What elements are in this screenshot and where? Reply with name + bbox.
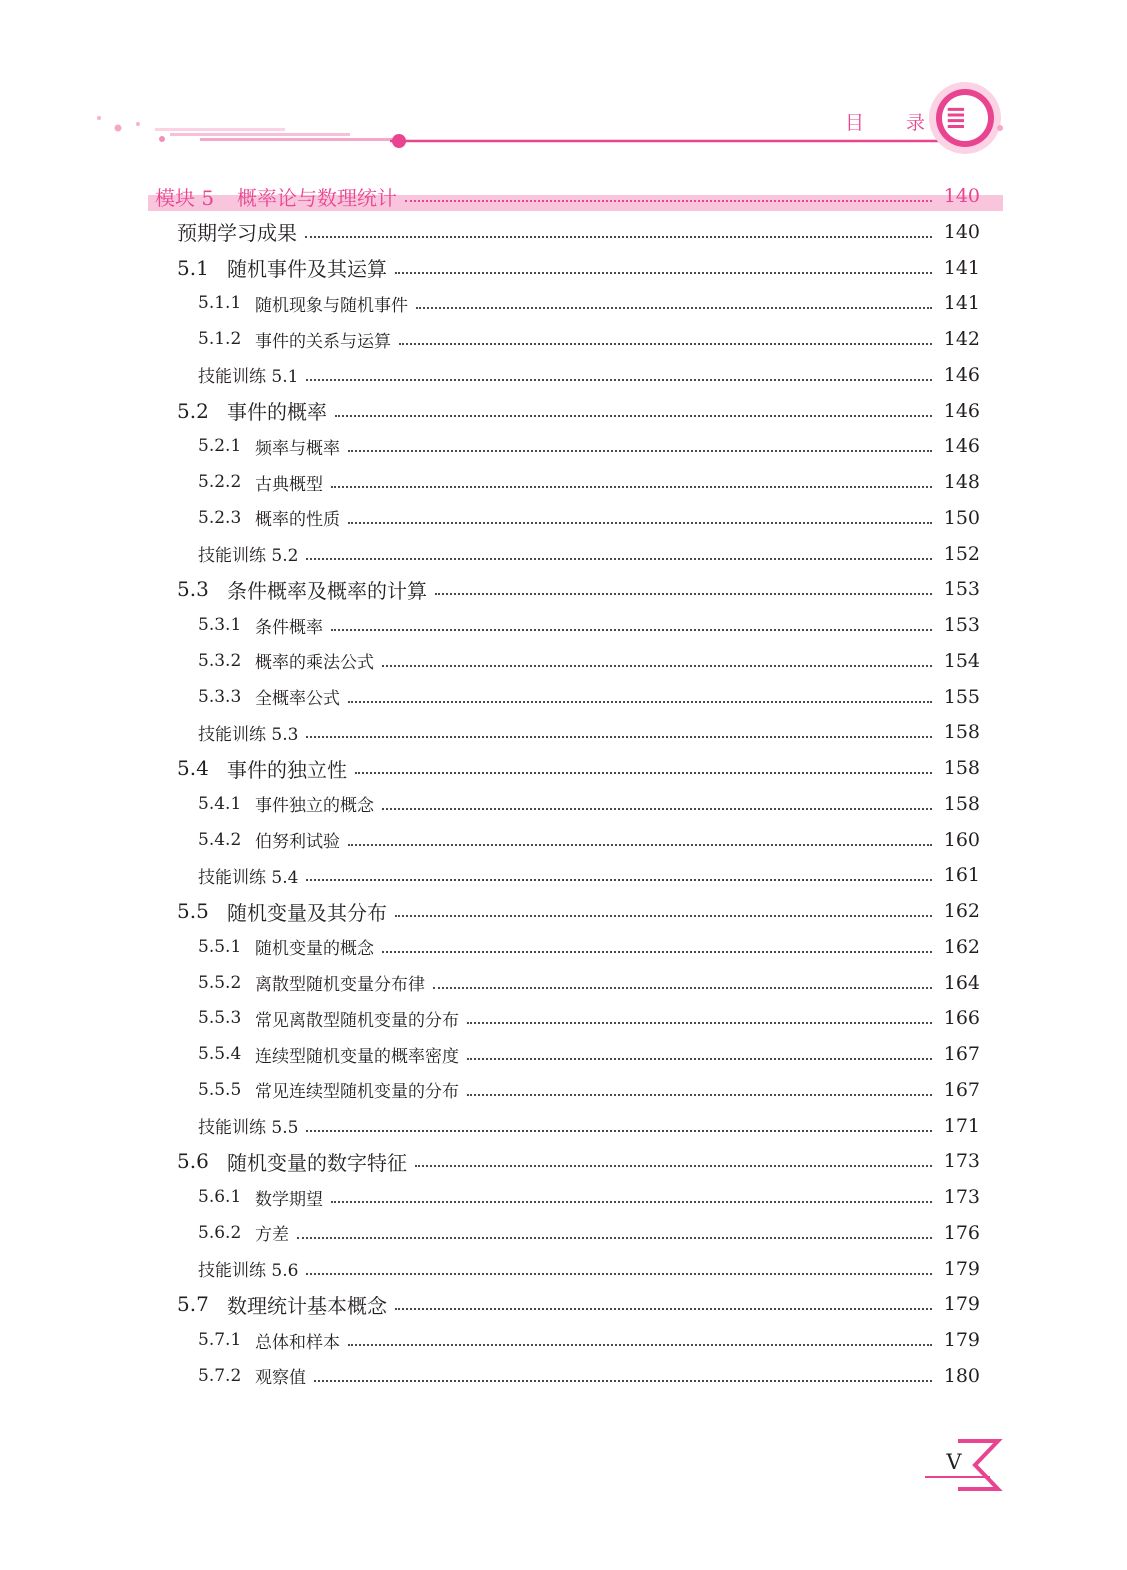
toc-subsection-entry[interactable] (0, 786, 1127, 822)
toc-entry-title: 事件的独立性 (227, 757, 347, 782)
toc-subsection-entry[interactable] (0, 607, 1127, 643)
toc-entry-number: 5.7 (177, 1292, 209, 1317)
toc-entry-number: 5.7.1 (198, 1330, 242, 1350)
toc-entry-number: 5.4.1 (198, 793, 242, 814)
toc-entry-number: 5.2 (177, 398, 209, 423)
toc-entry-title: 技能训练 5.1 (198, 367, 299, 388)
toc-dot-leader (306, 379, 932, 381)
toc-section-entry[interactable] (0, 1143, 1127, 1179)
toc-entry-page: 140 (943, 220, 980, 243)
toc-entry-page: 179 (943, 1329, 980, 1351)
toc-subsection-entry[interactable] (0, 1072, 1127, 1108)
page-header (0, 0, 1127, 180)
toc-dot-leader (331, 1201, 932, 1203)
toc-dot-leader (306, 1273, 932, 1275)
toc-entry-number: 5.2.2 (198, 472, 242, 492)
toc-entry-number: 模块 5 (155, 185, 215, 210)
toc-entry-number: 5.5 (177, 899, 209, 923)
toc-entry-page: 146 (943, 363, 980, 386)
toc-entry-page: 179 (943, 1257, 980, 1280)
toc-subsection-entry[interactable] (0, 679, 1127, 715)
toc-dot-leader (305, 236, 932, 238)
toc-dot-leader (314, 1380, 932, 1382)
toc-subsection-entry[interactable] (0, 643, 1127, 679)
toc-entry-page: 158 (943, 792, 980, 815)
toc-dot-leader (467, 1094, 932, 1096)
toc-dot-leader (433, 987, 932, 989)
toc-dot-leader (306, 736, 932, 738)
toc-subsection-entry[interactable] (0, 536, 1127, 572)
toc-entry-page: 142 (943, 328, 980, 350)
toc-entry-title: 概率论与数理统计 (237, 185, 397, 210)
toc-entry-title: 观察值 (255, 1368, 306, 1389)
toc-subsection-entry[interactable] (0, 857, 1127, 893)
toc-dot-leader (306, 1130, 932, 1132)
toc-entry-page: 148 (943, 471, 980, 493)
toc-dot-leader (355, 772, 932, 774)
toc-dot-leader (399, 343, 932, 345)
toc-entry-page: 166 (943, 1007, 980, 1030)
toc-subsection-entry[interactable] (0, 464, 1127, 500)
toc-subsection-entry[interactable] (0, 357, 1127, 393)
toc-entry-page: 153 (943, 614, 980, 636)
toc-dot-leader (467, 1058, 932, 1060)
toc-dot-leader (382, 808, 932, 810)
toc-dot-leader (435, 593, 932, 595)
toc-entry-number: 5.4.2 (198, 829, 242, 850)
toc-subsection-entry[interactable] (0, 321, 1127, 357)
toc-dot-leader (416, 307, 932, 309)
toc-entry-page: 150 (943, 506, 980, 529)
toc-entry-page: 146 (943, 435, 980, 458)
toc-entry-page: 158 (943, 721, 980, 744)
toc-entry-number: 5.4 (177, 756, 209, 780)
toc-entry-number: 5.1 (177, 255, 209, 280)
toc-dot-leader (297, 1237, 932, 1239)
toc-section-entry[interactable] (0, 214, 1127, 250)
toc-entry-title: 随机变量的概念 (255, 939, 374, 960)
toc-entry-page: 160 (943, 828, 980, 851)
toc-entry-page: 173 (943, 1186, 980, 1208)
toc-entry-page: 162 (943, 900, 980, 922)
toc-entry-page: 140 (943, 185, 980, 207)
toc-entry-number: 5.5.1 (198, 936, 242, 957)
toc-entry-title: 随机现象与随机事件 (255, 295, 408, 316)
toc-entry-title: 数学期望 (255, 1189, 323, 1210)
toc-entry-title: 常见连续型随机变量的分布 (255, 1082, 459, 1103)
toc-entry-title: 技能训练 5.6 (198, 1261, 299, 1281)
toc-entry-page: 153 (943, 578, 980, 601)
toc-subsection-entry[interactable] (0, 1358, 1127, 1394)
toc-entry-title: 总体和样本 (255, 1332, 340, 1353)
toc-entry-page: 180 (943, 1364, 980, 1387)
toc-dot-leader (467, 1022, 932, 1024)
toc-entry-number: 5.5.5 (198, 1079, 242, 1100)
toc-entry-page: 164 (943, 971, 980, 994)
toc-subsection-entry[interactable] (0, 285, 1127, 321)
toc-entry-number: 5.7.2 (198, 1365, 242, 1386)
toc-entry-title: 技能训练 5.4 (198, 867, 299, 888)
toc-entry-number: 5.3.2 (198, 650, 242, 671)
toc-subsection-entry[interactable] (0, 1000, 1127, 1036)
toc-subsection-entry[interactable] (0, 1179, 1127, 1215)
toc-entry-title: 条件概率 (255, 617, 323, 638)
toc-subsection-entry[interactable] (0, 428, 1127, 464)
toc-dot-leader (395, 1308, 932, 1310)
toc-section-entry[interactable] (0, 1286, 1127, 1322)
toc-section-entry[interactable] (0, 250, 1127, 286)
toc-entry-page: 154 (943, 649, 980, 672)
toc-entry-number: 5.6.1 (198, 1187, 242, 1207)
toc-subsection-entry[interactable] (0, 929, 1127, 965)
toc-entry-title: 事件的概率 (227, 400, 327, 424)
toc-entry-page: 161 (943, 864, 980, 887)
toc-dot-leader (335, 415, 932, 417)
toc-section-entry[interactable] (0, 571, 1127, 607)
toc-entry-title: 概率的乘法公式 (255, 653, 374, 674)
toc-entry-title: 全概率公式 (255, 689, 340, 709)
toc-entry-title: 概率的性质 (255, 510, 340, 531)
toc-dot-leader (395, 272, 932, 274)
toc-entry-title: 方差 (255, 1225, 289, 1246)
toc-subsection-entry[interactable] (0, 500, 1127, 536)
toc-entry-page: 155 (943, 685, 980, 708)
toc-entry-number: 5.5.4 (198, 1044, 242, 1064)
toc-entry-page: 141 (943, 292, 980, 315)
header-title: 目 录 (845, 112, 944, 134)
toc-entry-title: 连续型随机变量的概率密度 (255, 1046, 459, 1067)
toc-entry-title: 常见离散型随机变量的分布 (255, 1010, 459, 1031)
toc-subsection-entry[interactable] (0, 822, 1127, 858)
toc-subsection-entry[interactable] (0, 1108, 1127, 1144)
toc-entry-page: 167 (943, 1043, 980, 1065)
toc-subsection-entry[interactable] (0, 1322, 1127, 1358)
toc-entry-number: 5.3 (177, 577, 209, 602)
toc-entry-title: 条件概率及概率的计算 (227, 578, 427, 603)
toc-section-entry[interactable] (0, 393, 1127, 429)
toc-entry-page: 167 (943, 1078, 980, 1101)
toc-entry-number: 5.1.2 (198, 329, 242, 349)
toc-subsection-entry[interactable] (0, 714, 1127, 750)
toc-entry-number: 5.5.2 (198, 972, 242, 993)
toc-entry-title: 技能训练 5.5 (198, 1118, 299, 1138)
toc-module-entry[interactable] (0, 178, 1127, 214)
page-number: V (946, 1450, 962, 1474)
toc-dot-leader (348, 450, 932, 452)
toc-entry-title: 预期学习成果 (177, 221, 297, 246)
toc-entry-page: 179 (943, 1293, 980, 1316)
toc-entry-number: 5.1.1 (198, 293, 242, 314)
toc-entry-title: 技能训练 5.2 (198, 546, 299, 566)
toc-section-entry[interactable] (0, 893, 1127, 929)
toc-entry-title: 离散型随机变量分布律 (255, 975, 425, 995)
toc-subsection-entry[interactable] (0, 1251, 1127, 1287)
toc-entry-page: 141 (943, 256, 980, 279)
toc-entry-number: 5.3.1 (198, 615, 242, 635)
toc-entry-number: 5.6 (177, 1149, 209, 1174)
toc-entry-number: 5.5.3 (198, 1008, 242, 1029)
toc-dot-leader (415, 1165, 932, 1167)
toc-dot-leader (348, 1344, 932, 1346)
toc-entry-page: 176 (943, 1221, 980, 1244)
header-decoration (0, 0, 1127, 180)
toc-entry-number: 5.2.1 (198, 436, 242, 457)
toc-dot-leader (306, 879, 932, 881)
toc-dot-leader (348, 701, 932, 703)
toc-entry-page: 152 (943, 542, 980, 565)
toc-entry-title: 随机变量的数字特征 (227, 1150, 407, 1175)
toc-entry-title: 事件独立的概念 (255, 796, 374, 817)
book-logo-icon: ≣ (945, 103, 967, 133)
toc-entry-page: 158 (943, 757, 980, 779)
toc-entry-page: 171 (943, 1114, 980, 1137)
toc-dot-leader (306, 558, 932, 560)
toc-section-entry[interactable] (0, 750, 1127, 786)
toc-dot-leader (331, 486, 932, 488)
toc-dot-leader (348, 522, 932, 524)
toc-entry-title: 频率与概率 (255, 438, 340, 459)
toc-entry-title: 技能训练 5.3 (198, 724, 299, 745)
toc-entry-title: 伯努利试验 (255, 832, 340, 852)
toc-entry-page: 173 (943, 1150, 980, 1173)
toc-dot-leader (348, 844, 932, 846)
toc-dot-leader (405, 200, 932, 202)
toc-dot-leader (331, 629, 932, 631)
toc-subsection-entry[interactable] (0, 965, 1127, 1001)
toc-entry-number: 5.3.3 (198, 686, 242, 707)
toc-entry-number: 5.2.3 (198, 507, 242, 528)
toc-entry-title: 数理统计基本概念 (227, 1293, 387, 1318)
toc-entry-title: 古典概型 (255, 474, 323, 495)
toc-entry-title: 事件的关系与运算 (255, 331, 391, 352)
toc-dot-leader (382, 665, 932, 667)
toc-subsection-entry[interactable] (0, 1215, 1127, 1251)
toc-entry-title: 随机事件及其运算 (227, 257, 387, 281)
toc-dot-leader (395, 915, 932, 917)
toc-entry-page: 162 (943, 935, 980, 958)
toc-subsection-entry[interactable] (0, 1036, 1127, 1072)
toc-entry-number: 5.6.2 (198, 1222, 242, 1243)
toc-entry-title: 随机变量及其分布 (227, 900, 387, 925)
toc-dot-leader (382, 951, 932, 953)
toc-entry-page: 146 (943, 399, 980, 422)
